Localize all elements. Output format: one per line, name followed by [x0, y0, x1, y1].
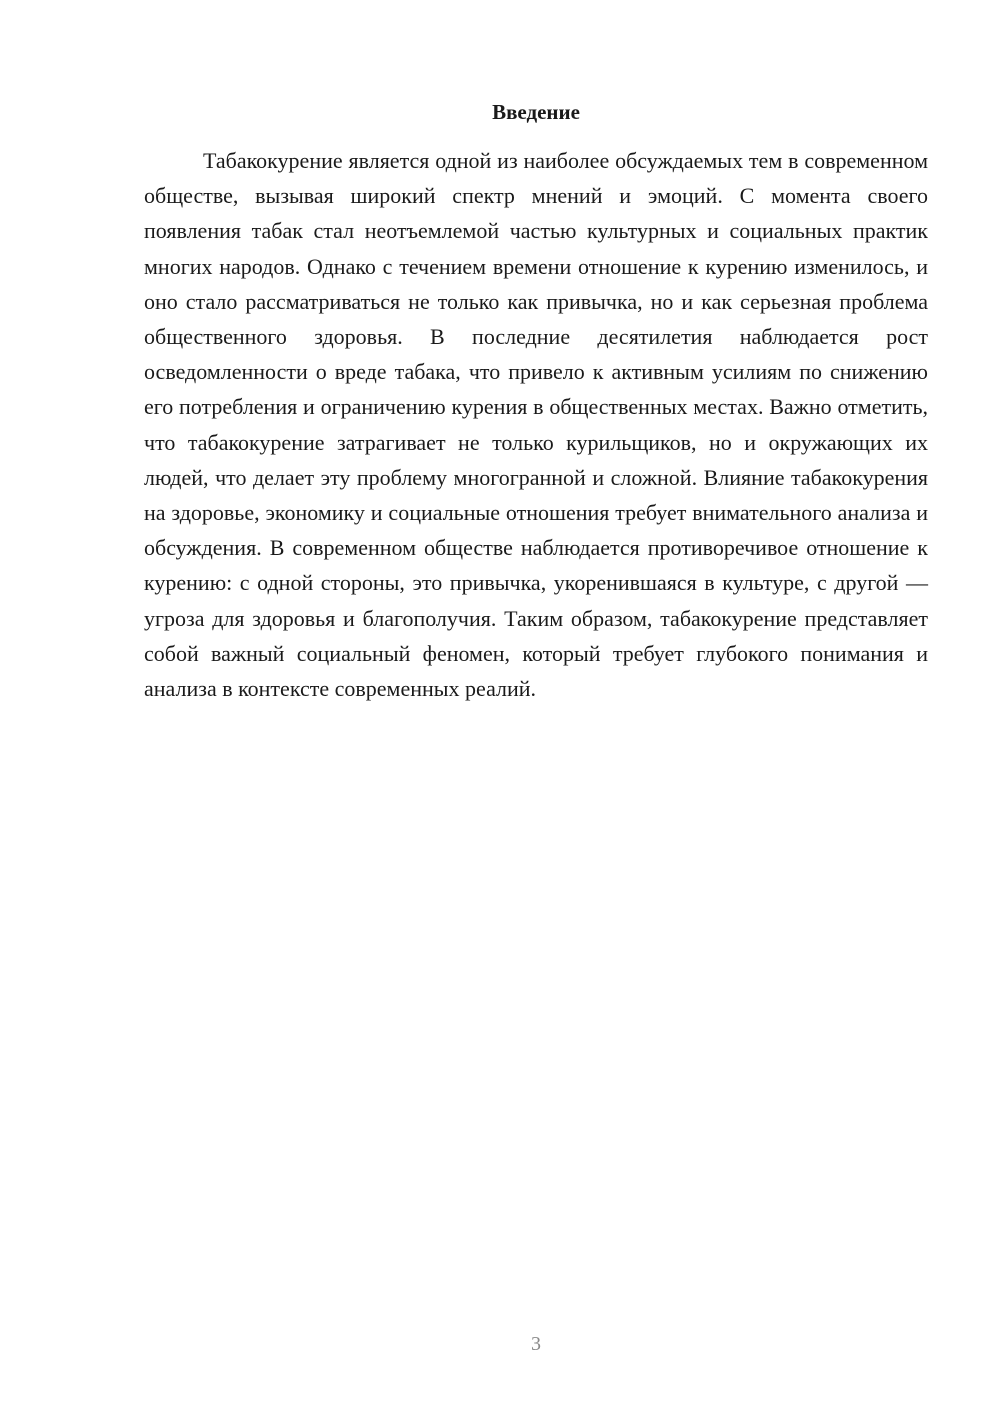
page-number: 3 [531, 1333, 541, 1355]
body-paragraph: Табакокурение является одной из наиболее обсуждаемых тем в современном обществе, вызывая широкий спектр мнений и эмоций. С момента своего появления табак стал неотъемлемой частью культурных и социальных практик многих народов. Однако с течением времени отношение к курению изменилось, и оно стало рассматриваться не только как привычка, но и как серьезная проблема общественного здоровья. В последние десятилетия наблюдается рост осведомленности о вреде табака, что привело к активным усилиям по снижению его потребления и ограничению курения в общественных местах. Важно отметить, что табакокурение затрагивает не только курильщиков, но и окружающих их людей, что делает эту проблему многогранной и сложной. Влияние табакокурения на здоровье, экономику и социальные отношения требует внимательного анализа и обсуждения. В современном обществе наблюдается противоречивое отношение к курению: с одной стороны, это привычка, укоренившаяся в культуре, с другой — угроза для здоровья и благополучия. Таким образом, табакокурение представляет собой важный социальный феномен, который требует глубокого понимания и анализа в контексте современных реалий. [144, 148, 928, 702]
section-heading: Введение [492, 100, 580, 124]
